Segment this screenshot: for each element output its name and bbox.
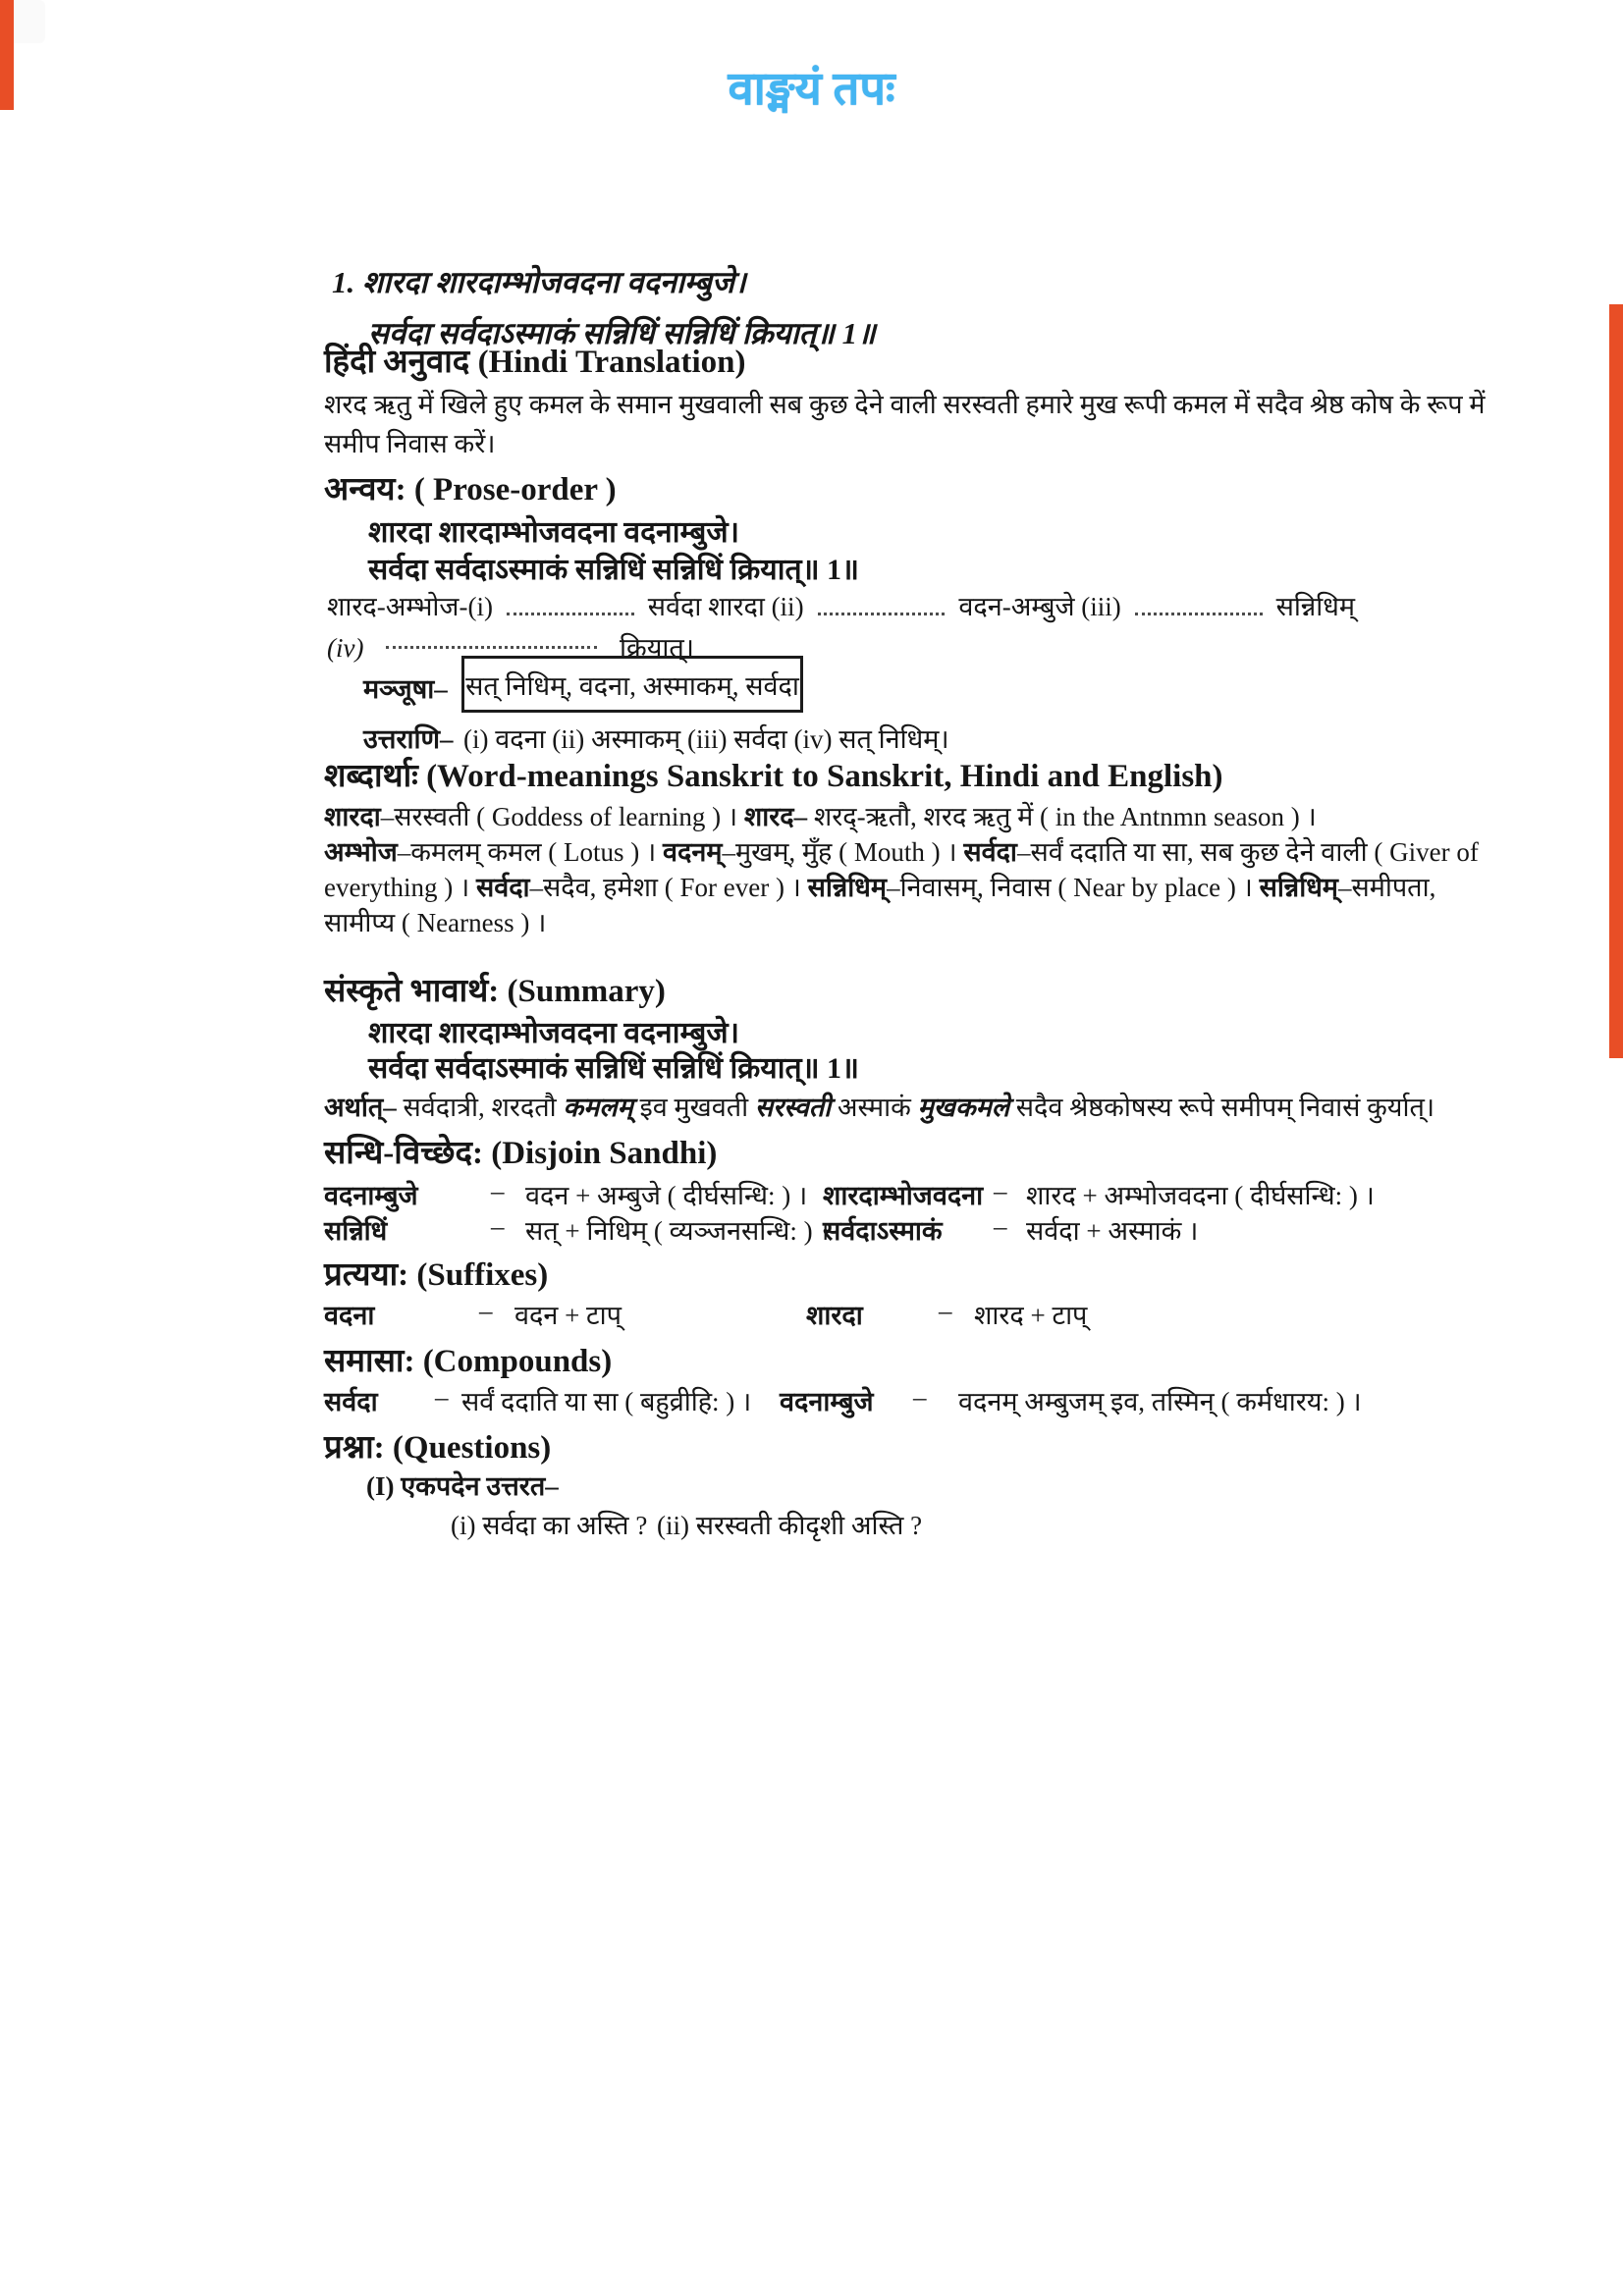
- fill-group-1: शारद-अम्भोज-(i): [327, 592, 493, 621]
- dotted-blank-3: [1135, 613, 1263, 615]
- uttarani-text: (i) वदना (ii) अस्माकम् (iii) सर्वदा (iv) सत् निधिम्।: [463, 724, 949, 754]
- sandhi-word: वदनाम्बुजे: [324, 1181, 418, 1210]
- samasa-word: वदनाम्बुजे: [780, 1387, 874, 1416]
- anvaya-heading-hi: अन्वय:: [324, 472, 406, 507]
- anvaya-verse-line-1: शारदा शारदाम्भोजवदना वदनाम्बुजे।: [368, 516, 739, 549]
- dash: –: [479, 1296, 493, 1325]
- shloka-line-1-text: शारदा शारदाम्भोजवदना वदनाम्बुजे।: [362, 265, 746, 299]
- summary-heading: [324, 967, 666, 1011]
- pratyaya-word: शारदा: [806, 1301, 863, 1330]
- sub-question-1: (i) सर्वदा का अस्ति ?: [451, 1511, 648, 1540]
- right-accent-bar: [1609, 304, 1623, 1058]
- fill-in-line-1: [327, 587, 1355, 623]
- samasa-word: सर्वदा: [324, 1387, 378, 1416]
- pratyaya-heading: [324, 1251, 548, 1295]
- sub-question-2: (ii) सरस्वती कीदृशी अस्ति ?: [657, 1511, 923, 1540]
- pratyaya-heading-hi: प्रत्यया:: [324, 1257, 409, 1293]
- shabdartha-heading: [324, 752, 1223, 796]
- dash: –: [491, 1176, 505, 1205]
- hindi-translation-heading-hi: हिंदी अनुवाद: [324, 345, 470, 380]
- anvaya-heading-en: ( Prose-order ): [413, 472, 617, 507]
- samasa-heading: [324, 1337, 612, 1381]
- fill-iv-label: (iv): [327, 633, 364, 663]
- sandhi-word: सन्निधिं: [324, 1216, 388, 1246]
- dash: –: [913, 1382, 927, 1412]
- dash: –: [994, 1211, 1007, 1241]
- pratyaya-split: शारद + टाप्: [974, 1301, 1088, 1330]
- fill-group-3: वदन-अम्बुजे (iii): [958, 592, 1121, 621]
- anvaya-heading: [324, 465, 617, 509]
- sandhi-split: वदन + अम्बुजे ( दीर्घसन्धि: ) ।: [525, 1181, 808, 1210]
- dash: –: [994, 1176, 1007, 1205]
- fill-group-2: सर्वदा शारदा (ii): [647, 592, 804, 621]
- shabdartha-line-2: अम्भोज–कमलम् कमल ( Lotus ) । वदनम्–मुखम्, मुँह ( Mouth ) । सर्वदा–सर्वं ददाति या सा, सब कुछ देने वाली ( Giver of: [324, 837, 1479, 867]
- samasa-split: सर्वं ददाति या सा ( बहुव्रीहि: ) ।: [461, 1387, 752, 1416]
- shabdartha-line-1: शारदा–सरस्वती ( Goddess of learning ) । शारद– शरद्-ऋतौ, शरद ऋतु में ( in the Antnmn season ) ।: [324, 802, 1317, 831]
- dotted-blank-2: [818, 613, 946, 615]
- summary-heading-en: (Summary): [507, 974, 666, 1009]
- dash: –: [491, 1211, 505, 1241]
- manjusha-words: सत् निधिम्, वदना, अस्माकम्, सर्वदा: [465, 670, 799, 701]
- uttarani-label: उत्तराणि–: [363, 724, 454, 754]
- manjusha-box: [461, 656, 803, 713]
- samasa-split: वदनम् अम्बुजम् इव, तस्मिन् ( कर्मधारय: ) ।: [958, 1387, 1362, 1416]
- anvaya-verse-line-2: सर्वदा सर्वदाऽस्माकं सन्निधिं सन्निधिं क्रियात्॥ 1॥: [368, 554, 860, 586]
- shloka-line-2: सर्वदा सर्वदाऽस्माकं सन्निधिं सन्निधिं क्रियात्॥ 1॥: [368, 316, 876, 350]
- sandhi-word: सर्वदाऽस्माकं: [823, 1216, 943, 1246]
- sandhi-heading-en: (Disjoin Sandhi): [491, 1136, 718, 1171]
- dash: –: [939, 1296, 952, 1325]
- shabdartha-heading-en: (Word-meanings Sanskrit to Sanskrit, Hindi and English): [426, 759, 1223, 794]
- dash: –: [435, 1382, 449, 1412]
- shabdartha-line-3: everything ) । सर्वदा–सदैव, हमेशा ( For ever ) । सन्निधिम्–निवासम्, निवास ( Near by place ) । सन्निधिम्–समीपता,: [324, 873, 1436, 902]
- questions-heading-hi: प्रश्ना:: [324, 1430, 385, 1466]
- summary-arthat-line: अर्थात्– सर्वदात्री, शरदतौ कमलम् इव मुखवती सरस्वती अस्माकं मुखकमले सदैव श्रेष्ठकोषस्य रूपे समीपम् निवासं कुर्यात्।: [324, 1093, 1435, 1122]
- question-item-1-label: (I): [366, 1471, 395, 1501]
- hindi-translation-heading-en: (Hindi Translation): [477, 345, 746, 380]
- questions-heading-en: (Questions): [392, 1430, 552, 1466]
- samasa-heading-en: (Compounds): [422, 1344, 613, 1379]
- shabdartha-line-4: सामीप्य ( Nearness ) ।: [324, 908, 547, 937]
- summary-heading-hi: संस्कृते भावार्थ:: [324, 974, 500, 1009]
- shabdartha-heading-hi: शब्दार्थाः: [324, 759, 418, 794]
- questions-heading: [324, 1423, 551, 1468]
- samasa-heading-hi: समासा:: [324, 1344, 415, 1379]
- sandhi-split: सत् + निधिम् ( व्यञ्जनसन्धि: ) ।: [525, 1216, 830, 1246]
- summary-verse-line-2: सर्वदा सर्वदाऽस्माकं सन्निधिं सन्निधिं क्रियात्॥ 1॥: [368, 1052, 860, 1085]
- hindi-translation-line-1: शरद ऋतु में खिले हुए कमल के समान मुखवाली सब कुछ देने वाली सरस्वती हमारे मुख रूपी कमल में सदैव श्रेष्ठ कोष के रूप में: [324, 390, 1486, 419]
- sandhi-split: सर्वदा + अस्माकं ।: [1026, 1216, 1199, 1246]
- summary-verse-line-1: शारदा शारदाम्भोजवदना वदनाम्बुजे।: [368, 1017, 739, 1049]
- shloka-line-1: [332, 261, 746, 302]
- question-item-1: [366, 1467, 559, 1503]
- fill-group-4: सन्निधिम्: [1275, 592, 1355, 621]
- sandhi-heading: [324, 1129, 717, 1173]
- pratyaya-split: वदन + टाप्: [514, 1301, 622, 1330]
- pratyaya-word: वदना: [324, 1301, 375, 1330]
- question-item-1-text: एकपदेन उत्तरत–: [401, 1471, 559, 1501]
- dotted-blank-4: [386, 646, 597, 649]
- pratyaya-heading-en: (Suffixes): [416, 1257, 549, 1293]
- page-title: वाङ्मयं तपः: [728, 64, 895, 115]
- fill-iv-end: क्रियात्।: [619, 633, 694, 663]
- manjusha-label: मञ्जूषा–: [363, 674, 448, 704]
- dotted-blank-1: [507, 613, 634, 615]
- sandhi-heading-hi: सन्धि-विच्छेद:: [324, 1136, 483, 1171]
- sandhi-split: शारद + अम्भोजवदना ( दीर्घसन्धि: ) ।: [1026, 1181, 1375, 1210]
- hindi-translation-line-2: समीप निवास करें।: [324, 429, 496, 458]
- hindi-translation-heading: [324, 338, 746, 382]
- shloka-number: 1.: [332, 265, 355, 299]
- sandhi-word: शारदाम्भोजवदना: [823, 1181, 984, 1210]
